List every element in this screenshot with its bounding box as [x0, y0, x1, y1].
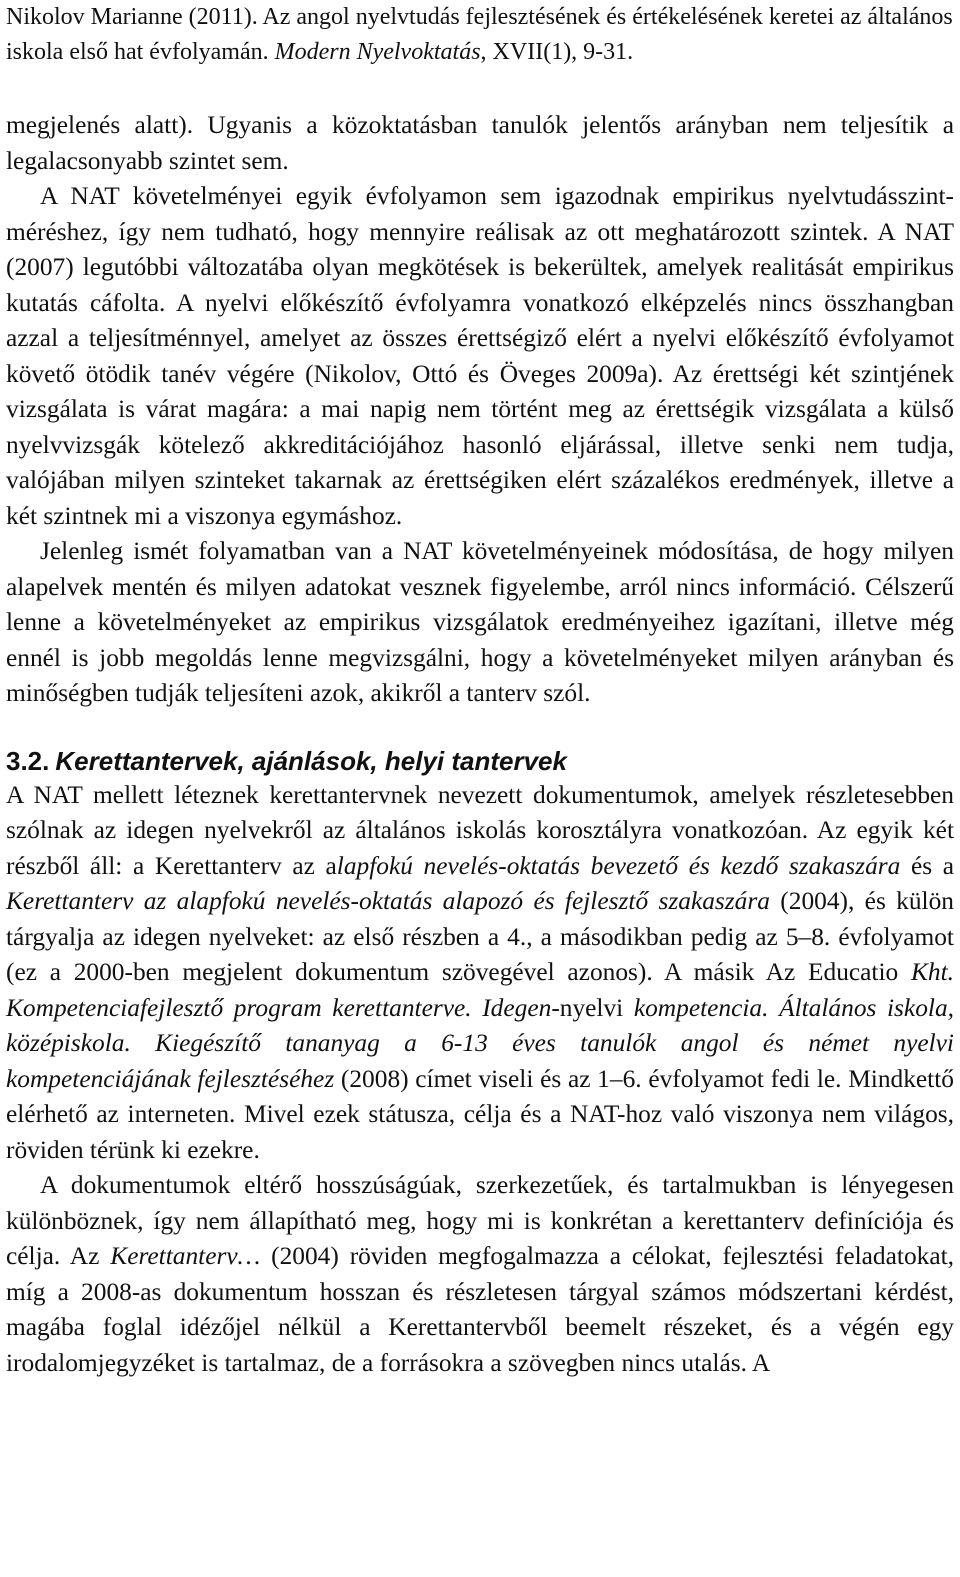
citation-volume: , XVII(1), 9-31. [480, 39, 634, 65]
para5-text-2: (2004) röviden megfogalmazza a célokat, fejlesztési feladatokat, míg a 2008-as dokumentum hosszan és részletesen tárgyal számos módszertani kérdést, magába foglal idézőjel nélkül a Kerettantervből beemelt részeket, és a végén egy irodalomjegyzéket is tartalmaz, de a forrásokra a szövegben nincs utalás. A [6, 1242, 955, 1377]
running-header-citation [6, 0, 954, 70]
document-page [6, 0, 954, 1381]
paragraph-5 [6, 1168, 954, 1381]
citation-text: Nikolov Marianne (2011). Az angol nyelvtudás fejlesztésének és értékelésének keretei az általános iskola első hat évfolyamán. [6, 4, 953, 65]
para4-text-3: (2004), és külön tárgyalja az idegen nyelveket: az első részben a 4., a másodikban pedig az 5–8. évfolyamot (ez a 2000-ben megjelent dokumentum szövegével azonos). A másik Az Educatio [6, 887, 954, 986]
section-heading [6, 744, 954, 778]
paragraph-1: megjelenés alatt). Ugyanis a közoktatásban tanulók jelentős arányban nem teljesítik a legalacsonyabb szintet sem. [6, 111, 954, 175]
para4-italic-1: lapfokú nevelés-oktatás bevezető és kezdő szakaszára [336, 851, 901, 880]
para4-italic-2: Kerettanterv az alapfokú nevelés-oktatás alapozó és fejlesztő szakaszára [6, 887, 770, 915]
para4-text-4: -nyelvi [551, 993, 634, 1022]
paragraph-2: A NAT követelményei egyik évfolyamon sem igazodnak empirikus nyelvtudásszint-méréshez, így nem tudható, hogy mennyire reálisak az ott meghatározott szintek. A NAT (2007) legutóbbi változatába olyan megkötések is bekerültek, amelyek realitását empirikus kutatás cáfolta. A nyelvi előkészítő évfolyamra vonatkozó elképzelés nincs összhangban azzal a teljesítménnyel, amelyet az összes érettségiző elért a nyelvi előkészítő évfolyamot követő ötödik tanév végére (Nikolov, Ottó és Öveges 2009a). Az érettségi két szintjének vizsgálata is várat magára: a mai napig nem történt meg az érettségik vizsgálata a külső nyelvvizsgák kötelező akkreditációjához hasonló eljárással, illetve senki nem tudja, valójában milyen szinteket takarnak az érettségiken elért százalékos eredmények, illetve a két szintnek mi a viszonya egymáshoz. [6, 182, 954, 530]
para4-text-2: és a [900, 851, 954, 880]
paragraph-4 [6, 778, 954, 1169]
paragraph-3: Jelenleg ismét folyamatban van a NAT követelményeinek módosítása, de hogy milyen alapelvek mentén és milyen adatokat vesznek figyelembe, arról nincs információ. Célszerű lenne a követelményeket az empirikus vizsgálatok eredményeihez igazítani, illetve még ennél is jobb megoldás lenne megvizsgálni, hogy a követelményeket milyen arányban és minőségben tudják teljesíteni azok, akikről a tanterv szól. [6, 537, 954, 707]
para5-text-1: A dokumentumok eltérő hosszúságúak, szerkezetűek, és tartalmukban is lényegesen különböznek, így nem állapítható meg, hogy mi is konkrétan a kerettanterv definíciója és célja. Az [6, 1171, 954, 1270]
para4-italic-4: kompetencia. Általános iskola, középiskola. Kiegészítő tananyag a 6-13 éves tanulók angol és német nyelvi kompetenciájának fejlesztéséhez [6, 993, 954, 1093]
journal-title: Modern Nyelvoktatás [274, 39, 481, 65]
para4-text-5: (2008) címet viseli és az 1–6. évfolyamot fedi le. Mindkettő elérhető az interneten. Mivel ezek státusza, célja és a NAT-hoz való viszonya nem világos, röviden térünk ki ezekre. [6, 1064, 954, 1164]
para4-italic-3: Kht. Kompetenciafejlesztő program kerettanterve. Idegen [6, 958, 954, 1022]
para4-text-1: A NAT mellett léteznek kerettantervnek nevezett dokumentumok, amelyek részletesebben szólnak az idegen nyelvekről az általános iskolás korosztályra vonatkozóan. Az egyik két részből áll: a Kerettanterv az a [6, 780, 954, 880]
section-title: Kerettantervek, ajánlások, helyi tantervek [55, 745, 567, 776]
section-number: 3.2. [6, 745, 50, 776]
para5-italic-1: Kerettanterv… [110, 1242, 261, 1270]
